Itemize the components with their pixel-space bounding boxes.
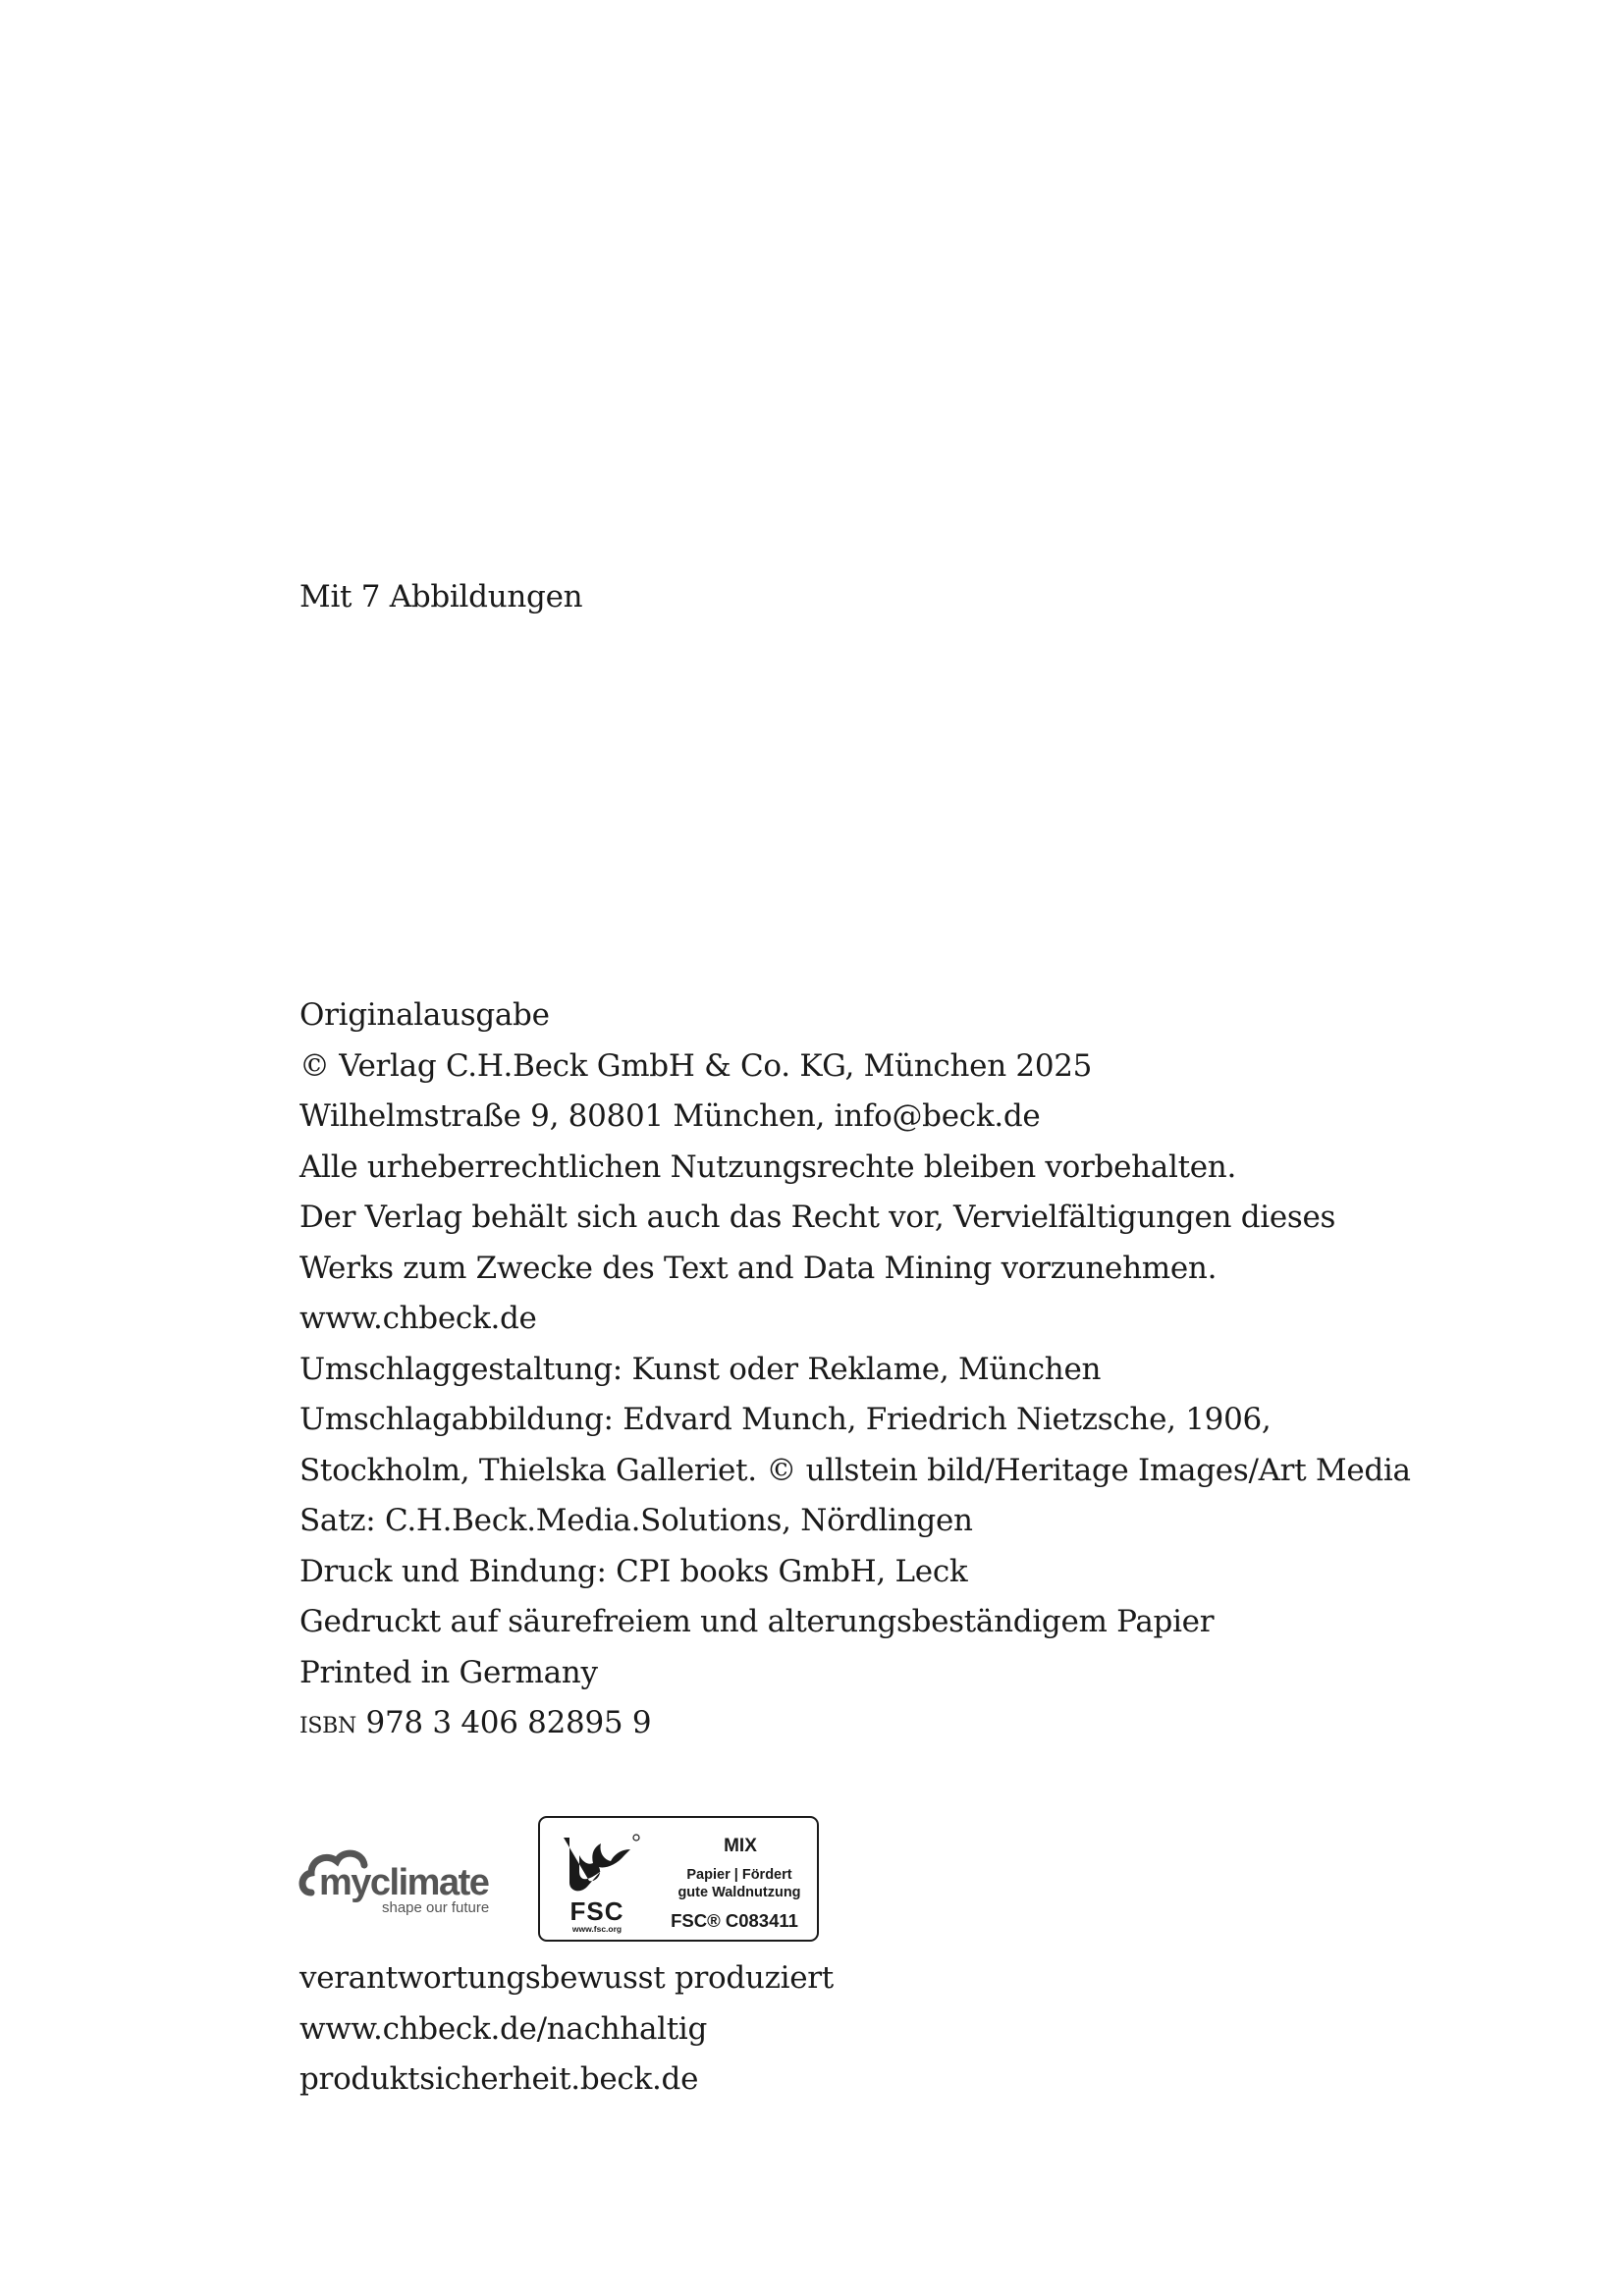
- imprint-line: Alle urheberrechtlichen Nutzungsrechte bleiben vorbehalten.: [299, 1148, 1237, 1185]
- myclimate-logo: [298, 1845, 518, 1916]
- footer-link: produktsicherheit.beck.de: [299, 2061, 699, 2097]
- imprint-line: Stockholm, Thielska Galleriet. © ullstein bild/Heritage Images/Art Media: [299, 1452, 1411, 1488]
- fsc-url: www.fsc.org: [571, 1924, 623, 1934]
- fsc-label: [538, 1816, 819, 1942]
- imprint-line: Gedruckt auf säurefreiem und alterungsbeständigem Papier: [299, 1604, 1215, 1639]
- isbn-label: isbn: [299, 1705, 356, 1740]
- imprint-line: Werks zum Zwecke des Text and Data Mining vorzunehmen.: [299, 1250, 1218, 1286]
- fsc-claim: Papier | Fördert: [686, 1867, 792, 1883]
- myclimate-tagline: shape our future: [382, 1899, 490, 1916]
- imprint-line: Printed in Germany: [299, 1654, 598, 1690]
- isbn-number: 978 3 406 82895 9: [365, 1705, 652, 1740]
- imprint-line: www.chbeck.de: [299, 1301, 537, 1336]
- fsc-wordmark: FSC: [569, 1896, 624, 1926]
- imprint-line: Der Verlag behält sich auch das Recht vor, Vervielfältigungen dieses: [299, 1200, 1336, 1235]
- footer-line: verantwortungsbewusst produziert: [299, 1960, 834, 1996]
- imprint-line: Satz: C.H.Beck.Media.Solutions, Nördlingen: [299, 1503, 973, 1538]
- imprint-line: Druck und Bindung: CPI books GmbH, Leck: [299, 1553, 968, 1589]
- fsc-license-code: FSC® C083411: [671, 1910, 798, 1931]
- imprint-line: Wilhelmstraße 9, 80801 München, info@beck.de: [299, 1098, 1041, 1134]
- imprint-line: Umschlagabbildung: Edvard Munch, Friedrich Nietzsche, 1906,: [299, 1402, 1272, 1437]
- myclimate-name: myclimate: [319, 1862, 489, 1903]
- imprint-line: © Verlag C.H.Beck GmbH & Co. KG, München 2025: [299, 1047, 1093, 1084]
- illustrations-note: Mit 7 Abbildungen: [299, 579, 583, 614]
- imprint-line: Originalausgabe: [299, 997, 550, 1033]
- isbn-line: [299, 1698, 1411, 1749]
- footer-link: www.chbeck.de/nachhaltig: [299, 2010, 708, 2047]
- sustainability-block: [299, 1953, 834, 2106]
- fsc-mix: MIX: [724, 1836, 757, 1856]
- imprint-block: [299, 990, 1411, 1749]
- imprint-line: Umschlaggestaltung: Kunst oder Reklame, München: [299, 1351, 1102, 1387]
- fsc-claim: gute Waldnutzung: [677, 1885, 801, 1900]
